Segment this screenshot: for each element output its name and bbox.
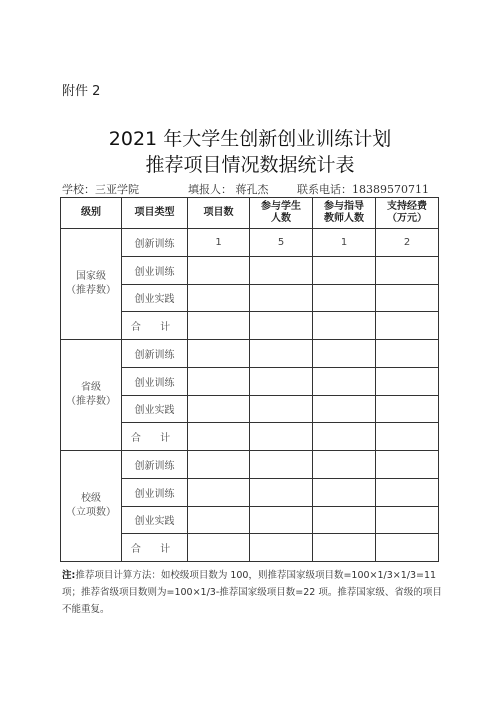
- level-provincial: 省级 （推荐数）: [61, 340, 122, 451]
- cell-count: [188, 395, 250, 423]
- cell-type: 创新训练: [122, 451, 188, 479]
- header-type: 项目类型: [122, 198, 188, 229]
- page-title: 2021 年大学生创新创业训练计划: [108, 128, 392, 150]
- cell-teachers: [313, 284, 376, 312]
- cell-count: [188, 534, 250, 562]
- cell-count: [188, 312, 250, 340]
- cell-count: [188, 284, 250, 312]
- cell-teachers: [313, 395, 376, 423]
- cell-type: 创新训练: [122, 340, 188, 368]
- cell-teachers: 1: [313, 229, 376, 257]
- cell-count: [188, 367, 250, 395]
- cell-students: [250, 256, 313, 284]
- cell-count: [188, 340, 250, 368]
- cell-type: 创新训练: [122, 229, 188, 257]
- attachment-label: 附件 2: [62, 84, 101, 99]
- cell-type: 创业训练: [122, 478, 188, 506]
- cell-funding: [376, 423, 439, 451]
- cell-teachers: [313, 256, 376, 284]
- cell-teachers: [313, 506, 376, 534]
- cell-students: [250, 478, 313, 506]
- cell-students: [250, 423, 313, 451]
- header-count: 项目数: [188, 198, 250, 229]
- cell-students: [250, 312, 313, 340]
- cell-students: [250, 451, 313, 479]
- cell-funding: [376, 256, 439, 284]
- cell-students: [250, 284, 313, 312]
- cell-teachers: [313, 367, 376, 395]
- cell-funding: [376, 367, 439, 395]
- cell-type: 创业实践: [122, 284, 188, 312]
- table-row: [61, 451, 439, 479]
- table-row: [61, 229, 439, 257]
- cell-students: [250, 395, 313, 423]
- cell-type: 合 计: [122, 423, 188, 451]
- cell-teachers: [313, 451, 376, 479]
- cell-funding: 2: [376, 229, 439, 257]
- cell-type: 创业训练: [122, 256, 188, 284]
- cell-count: [188, 506, 250, 534]
- cell-funding: [376, 284, 439, 312]
- cell-teachers: [313, 340, 376, 368]
- cell-funding: [376, 395, 439, 423]
- cell-funding: [376, 451, 439, 479]
- cell-teachers: [313, 478, 376, 506]
- header-row: [61, 198, 439, 229]
- footnote-label: 注:: [62, 570, 76, 581]
- cell-funding: [376, 340, 439, 368]
- cell-count: [188, 451, 250, 479]
- cell-count: 1: [188, 229, 250, 257]
- table-row: [61, 340, 439, 368]
- cell-teachers: [313, 423, 376, 451]
- cell-students: [250, 367, 313, 395]
- level-school: 校级 （立项数）: [61, 451, 122, 562]
- cell-students: 5: [250, 229, 313, 257]
- cell-students: [250, 534, 313, 562]
- cell-type: 合 计: [122, 534, 188, 562]
- cell-teachers: [313, 534, 376, 562]
- cell-count: [188, 478, 250, 506]
- cell-students: [250, 506, 313, 534]
- cell-funding: [376, 534, 439, 562]
- filler-info: 填报人： 蒋孔杰: [188, 183, 269, 196]
- cell-funding: [376, 312, 439, 340]
- cell-funding: [376, 506, 439, 534]
- cell-type: 合 计: [122, 312, 188, 340]
- page-subtitle: 推荐项目情况数据统计表: [145, 154, 355, 176]
- cell-type: 创业训练: [122, 367, 188, 395]
- cell-count: [188, 423, 250, 451]
- phone-info: 联系电话：18389570711: [297, 183, 429, 196]
- cell-teachers: [313, 312, 376, 340]
- cell-type: 创业实践: [122, 395, 188, 423]
- statistics-table: [60, 197, 439, 562]
- level-national: 国家级 （推荐数）: [61, 229, 122, 340]
- footnote-text: 推荐项目计算方法：如校级项目数为 100，则推荐国家级项目数=100×1/3×1/3=11 项；推荐省级项目数则为=100×1/3-推荐国家级项目数=22 项。推荐国家级、省级的项目不能重复。: [62, 570, 442, 615]
- school-info: 学校：三亚学院: [62, 183, 139, 196]
- header-level: 级别: [61, 198, 122, 229]
- cell-type: 创业实践: [122, 506, 188, 534]
- cell-funding: [376, 478, 439, 506]
- cell-count: [188, 256, 250, 284]
- cell-students: [250, 340, 313, 368]
- header-funding: 支持经费 （万元）: [376, 198, 439, 229]
- header-students: 参与学生 人数: [250, 198, 313, 229]
- header-teachers: 参与指导 教师人数: [313, 198, 376, 229]
- footnote: [62, 567, 442, 618]
